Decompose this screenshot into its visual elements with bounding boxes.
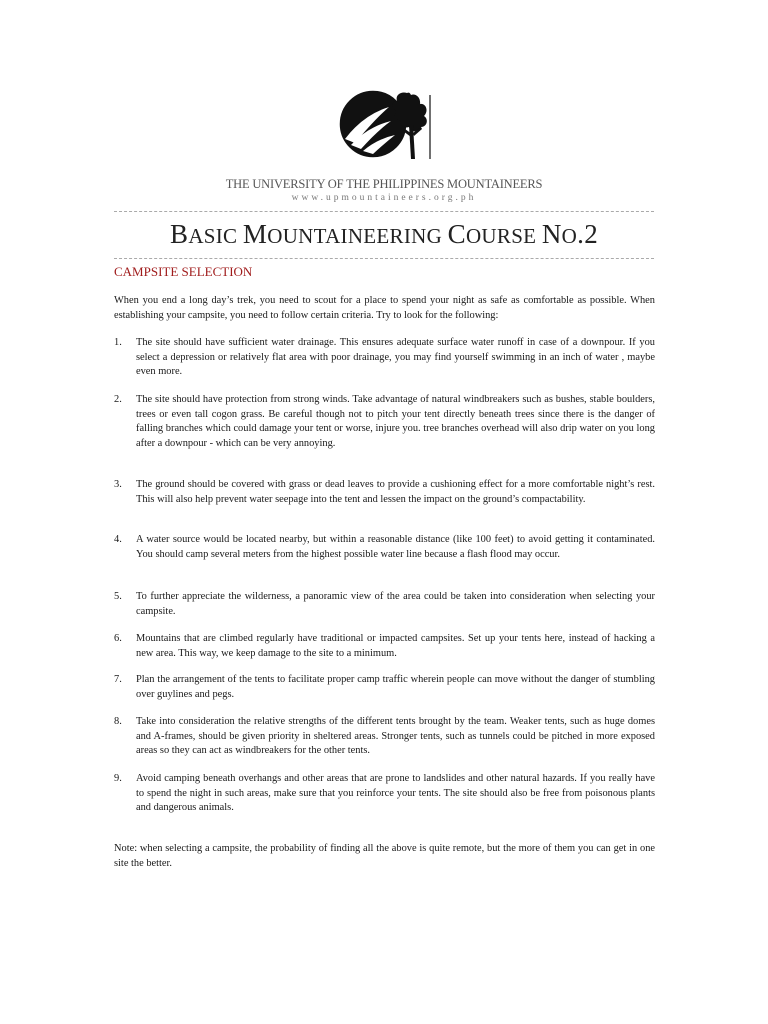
list-item xyxy=(114,393,655,451)
list-item-number: 8. xyxy=(114,716,122,727)
list-item-number: 5. xyxy=(114,591,122,602)
list-item xyxy=(114,533,655,562)
list-item xyxy=(114,715,655,759)
intro-paragraph: When you end a long day’s trek, you need to scout for a place to spend your night as safe as comfortable as possible. When establishing your campsite, you need to follow certain criteria. Try to look for the following: xyxy=(114,295,655,321)
list-item-text: To further appreciate the wilderness, a panoramic view of the area could be taken into consideration when selecting your campsite. xyxy=(136,591,655,617)
list-item-text: The site should have protection from strong winds. Take advantage of natural windbreakers such as bushes, stable boulders, trees or even tall cogon grass. Be careful though not to pitch your tent directly beneath trees since there is the danger of falling branches which could damage your tent or worse, injure you. tree branches overhead will also drip water on you long after a downpour - which can be very annoying. xyxy=(136,394,655,449)
list-item-number: 9. xyxy=(114,773,122,784)
list-item xyxy=(114,632,655,661)
organization-website: www.upmountaineers.org.ph xyxy=(291,193,477,203)
list-item-number: 1. xyxy=(114,337,122,348)
list-item xyxy=(114,772,655,816)
list-item-text: Plan the arrangement of the tents to facilitate proper camp traffic wherein people can move without the danger of stumbling over guylines and pegs. xyxy=(136,674,655,700)
list-item-text: The ground should be covered with grass or dead leaves to provide a cushioning effect for a more comfortable night’s rest. This will also help prevent water seepage into the tent and lessen the impact on the ground’s compactability. xyxy=(136,479,655,505)
list-item-text: Mountains that are climbed regularly have traditional or impacted campsites. Set up your tents here, instead of hacking a new area. This way, we keep damage to the site to a minimum. xyxy=(136,633,655,659)
list-item-number: 2. xyxy=(114,394,122,405)
list-item xyxy=(114,478,655,507)
list-item-number: 6. xyxy=(114,633,122,644)
section-heading: CAMPSITE SELECTION xyxy=(114,264,253,279)
list-item-text: Avoid camping beneath overhangs and other areas that are prone to landslides and other natural hazards. If you really have to spend the night in such areas, make sure that you reinforce your tents. The site should also be free from poisonous plants and dangerous animals. xyxy=(136,773,655,814)
list-item-number: 3. xyxy=(114,479,122,490)
list-item xyxy=(114,336,655,380)
list-item-number: 4. xyxy=(114,534,122,545)
list-item xyxy=(114,590,655,619)
list-item-number: 7. xyxy=(114,674,122,685)
list-item-text: Take into consideration the relative strengths of the different tents brought by the team. Weaker tents, such as huge domes and A-frames, should be given priority in sheltered areas. Stronger tents, such as tunnels could be pitched in more exposed areas so they can act as windbreakers for the other tents. xyxy=(136,716,655,757)
divider-top xyxy=(114,211,654,212)
list-item xyxy=(114,673,655,702)
organization-name: THE UNIVERSITY OF THE PHILIPPINES MOUNTAINEERS xyxy=(225,177,543,191)
divider-bottom xyxy=(114,258,654,259)
course-title: BASIC MOUNTAINEERING COURSE NO.2 xyxy=(170,219,598,249)
mountain-tree-logo-icon xyxy=(333,87,433,160)
list-item-text: A water source would be located nearby, but within a reasonable distance (like 100 feet) to avoid getting it contaminated. You should camp several meters from the highest possible water line because a flash flood may occur. xyxy=(136,534,655,560)
note-paragraph: Note: when selecting a campsite, the probability of finding all the above is quite remote, but the more of them you can get in one site the better. xyxy=(114,843,655,869)
list-item-text: The site should have sufficient water drainage. This ensures adequate surface water runoff in case of a downpour. If you select a depression or relatively flat area with poor drainage, you may find yourself swimming in an inch of water , maybe even more. xyxy=(136,337,655,378)
